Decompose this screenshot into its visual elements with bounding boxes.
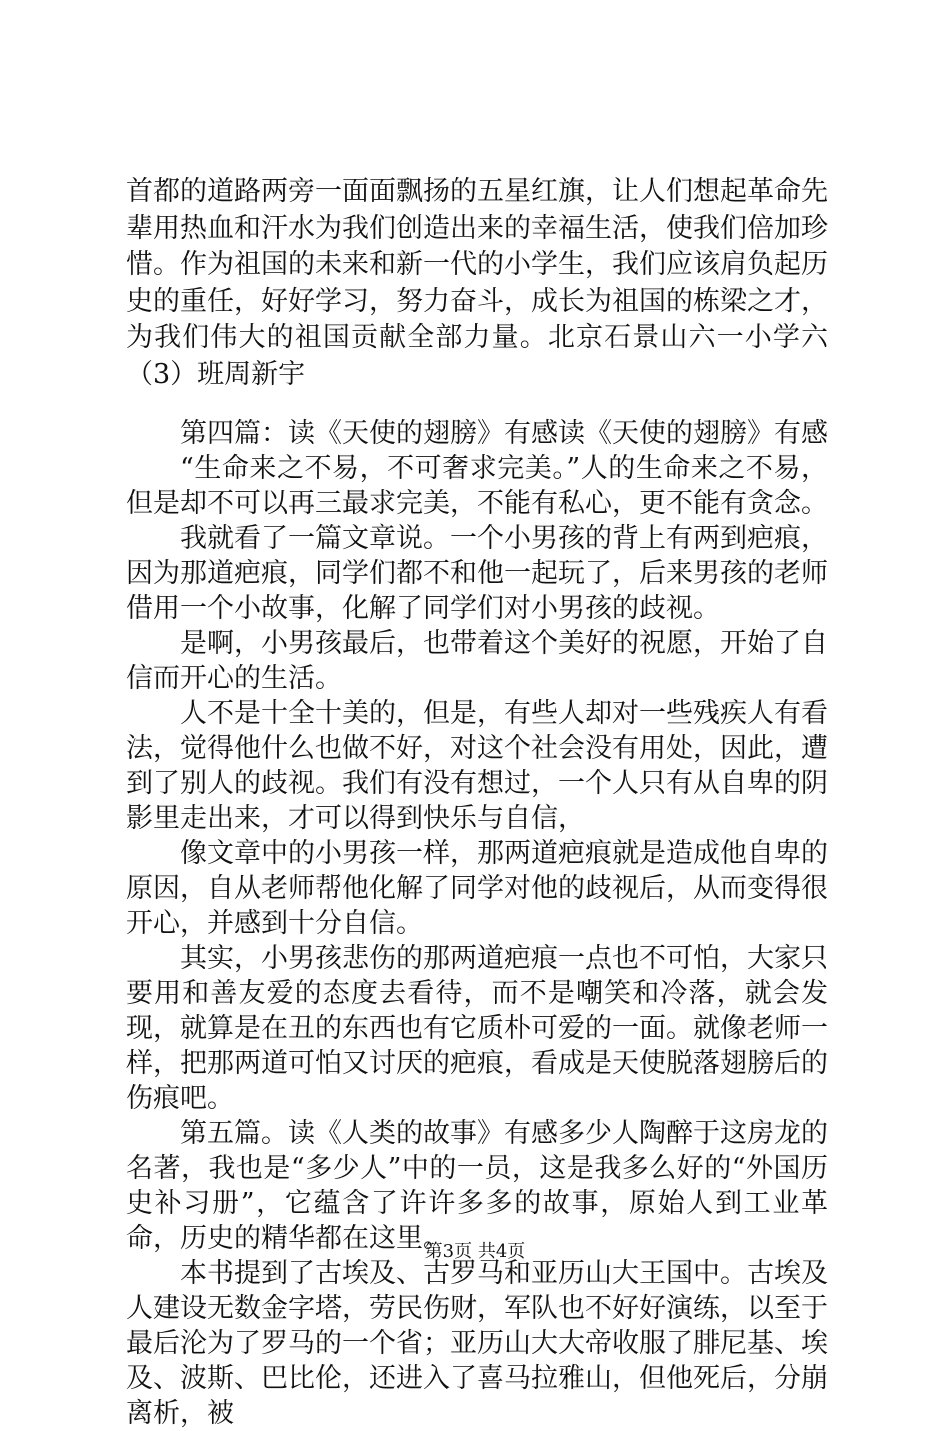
- paragraph: “生命来之不易，不可奢求完美。”人的生命来之不易，但是却不可以再三最求完美，不能有私心，更不能有贪念。: [126, 453, 828, 519]
- section-heading: 第四篇：读《天使的翅膀》有感读《天使的翅膀》有感: [180, 418, 828, 449]
- paragraph: 像文章中的小男孩一样，那两道疤痕就是造成他自卑的原因，自从老师帮他化解了同学对他的歧视后，从而变得很开心，并感到十分自信。: [126, 838, 828, 939]
- section-4-and-5: [126, 416, 828, 1431]
- paragraph: 我就看了一篇文章说。一个小男孩的背上有两到疤痕，因为那道疤痕，同学们都不和他一起玩了，后来男孩的老师借用一个小故事，化解了同学们对小男孩的歧视。: [126, 523, 828, 624]
- page-number: 第3页 共4页: [424, 1241, 526, 1262]
- page-footer: [0, 1240, 950, 1264]
- paragraph: 本书提到了古埃及、古罗马和亚历山大王国中。古埃及人建设无数金字塔，劳民伤财，军队也不好好演练，以至于最后沦为了罗马的一个省；亚历山大大帝收服了腓尼基、埃及、波斯、巴比伦，还进入了喜马拉雅山，但他死后，分崩离析，被: [126, 1258, 828, 1429]
- paragraph: 第五篇。读《人类的故事》有感多少人陶醉于这房龙的名著，我也是“多少人”中的一员，这是我多么好的“外国历史补习册”，它蕴含了许许多多的故事，原始人到工业革命，历史的精华都在这里。: [126, 1118, 828, 1254]
- paragraph: 人不是十全十美的，但是，有些人却对一些残疾人有看法，觉得他什么也做不好，对这个社会没有用处，因此，遭到了别人的歧视。我们有没有想过，一个人只有从自卑的阴影里走出来，才可以得到快乐与自信，: [126, 698, 828, 834]
- paragraph: 是啊，小男孩最后，也带着这个美好的祝愿，开始了自信而开心的生活。: [126, 628, 828, 694]
- section-3-tail: [126, 174, 828, 393]
- paragraph: 首都的道路两旁一面面飘扬的五星红旗，让人们想起革命先辈用热血和汗水为我们创造出来的幸福生活，使我们倍加珍惜。作为祖国的未来和新一代的小学生，我们应该肩负起历史的重任，好好学习，努力奋斗，成长为祖国的栋梁之才，为我们伟大的祖国贡献全部力量。北京石景山六一小学六（3）班周新宇: [126, 176, 828, 390]
- paragraph: 其实，小男孩悲伤的那两道疤痕一点也不可怕，大家只要用和善友爱的态度去看待，而不是嘲笑和冷落，就会发现，就算是在丑的东西也有它质朴可爱的一面。就像老师一样，把那两道可怕又讨厌的疤痕，看成是天使脱落翅膀后的伤痕吧。: [126, 943, 828, 1114]
